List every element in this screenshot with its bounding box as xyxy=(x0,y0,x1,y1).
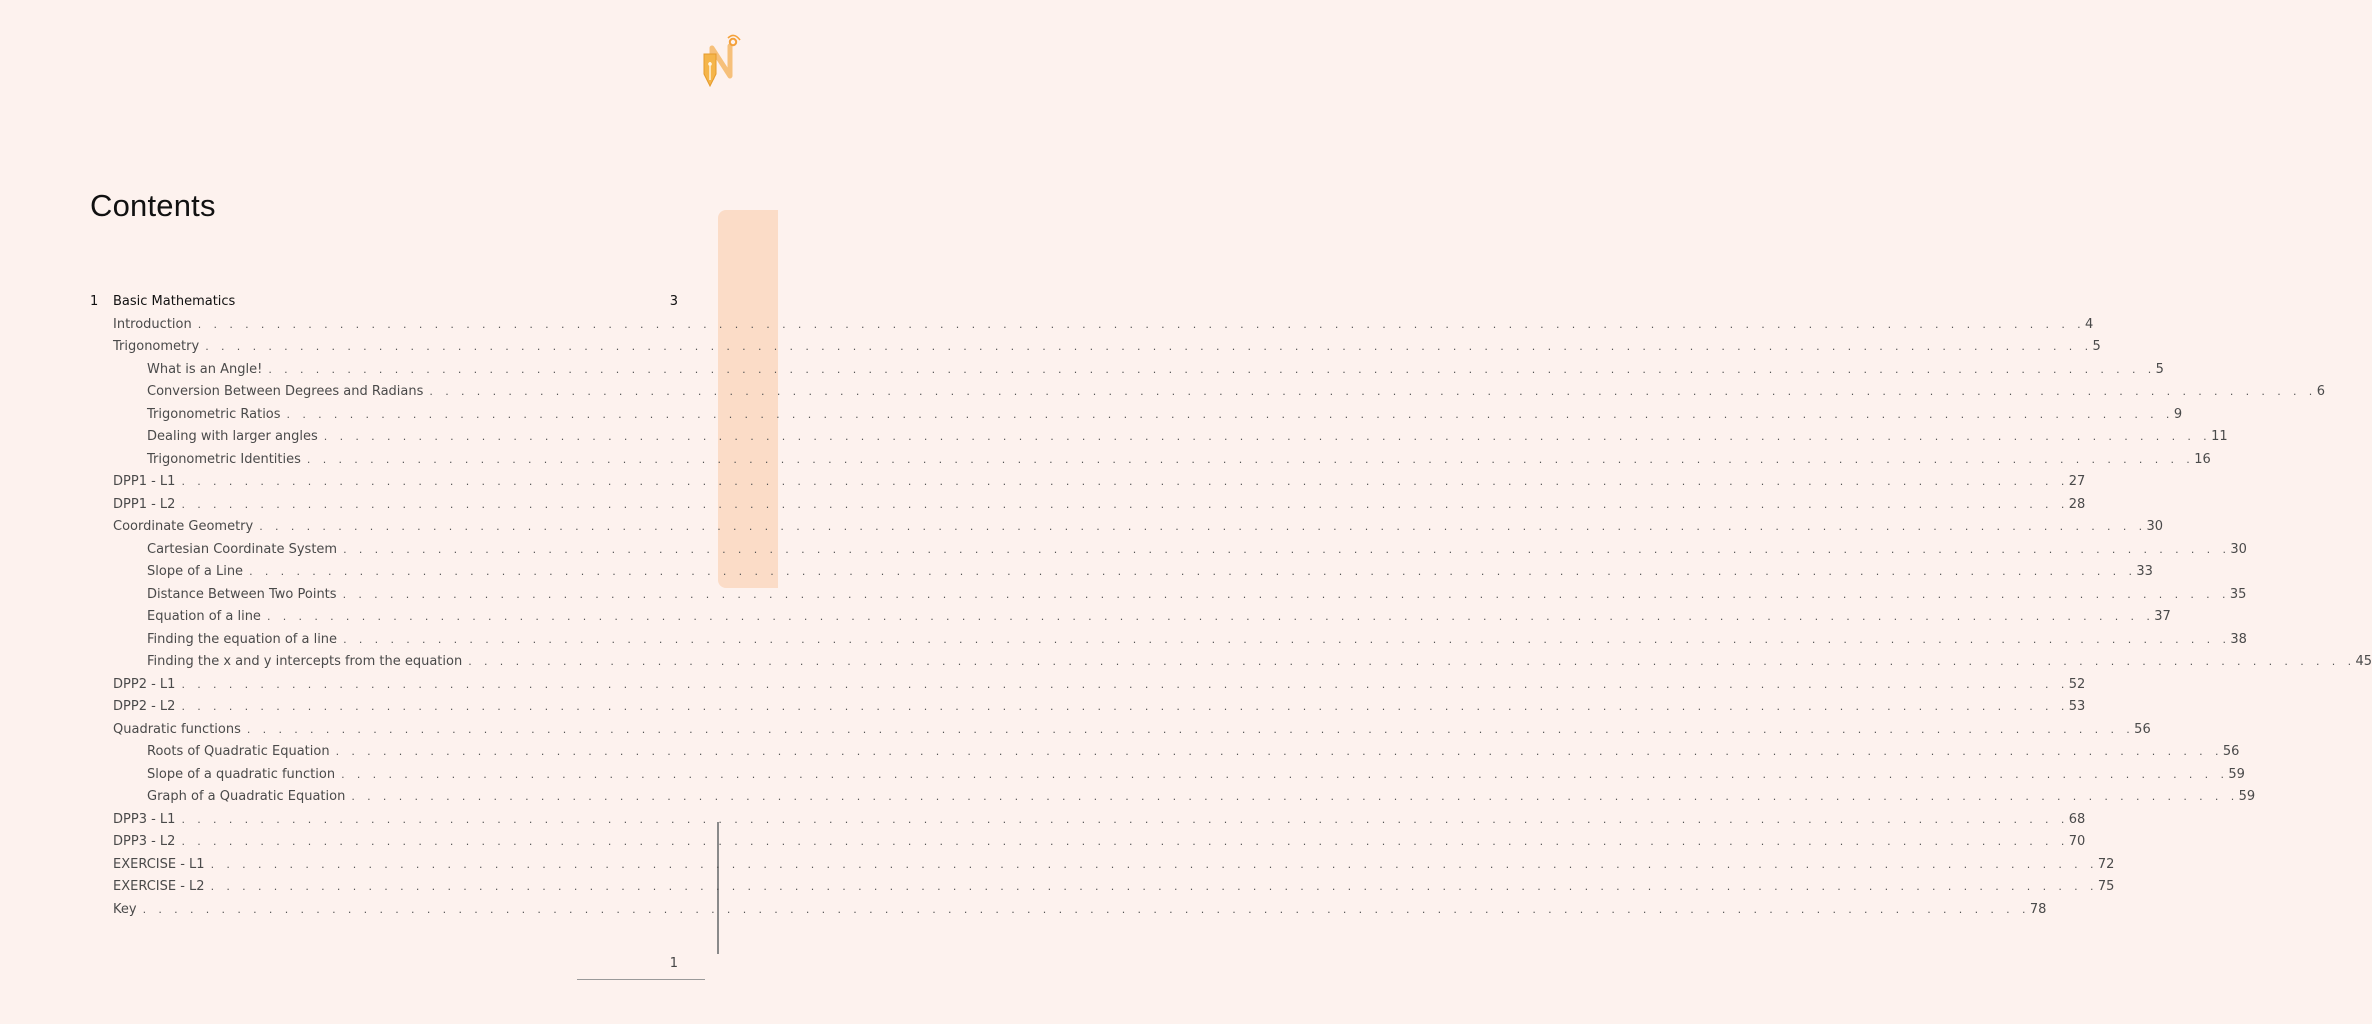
toc-entry-page: 72 xyxy=(2097,856,2115,872)
toc-entry-label: What is an Angle! xyxy=(147,361,263,377)
toc-entry-label: Trigonometric Ratios xyxy=(147,406,281,422)
toc-entry-content xyxy=(147,561,2153,584)
toc-entry[interactable] xyxy=(0,854,2115,877)
toc-entry[interactable] xyxy=(0,584,2247,607)
toc-entry-label: Conversion Between Degrees and Radians xyxy=(147,384,424,399)
toc-entry-page: 78 xyxy=(2029,901,2047,917)
dot-leader: . . . . . . . . . . . . . . . . . . . . . . . . . . . . . . . . . . . . . . . . . . . . . . . . . . . . . . . . . . . . . . . . . . . . . . . . . . . . . . . . . . . . . . . . . . . . . . . . . . . . . . . . . . . . . . . . . . . . . . . . xyxy=(341,767,2229,781)
toc-entry-label: Roots of Quadratic Equation xyxy=(147,744,330,759)
toc-entry-page: 56 xyxy=(2134,721,2151,737)
dot-leader: . . . . . . . . . . . . . . . . . . . . . . . . . . . . . . . . . . . . . . . . . . . . . . . . . . . . . . . . . . . . . . . . . . . . . . . . . . . . . . . . . . . . . . . . . . . . . . . . . . . . . . . . . . . . . . . . . . . . . . . . xyxy=(259,520,2147,533)
toc-entry-page: 75 xyxy=(2097,879,2115,894)
chapter-page: 3 xyxy=(669,294,678,309)
dot-leader: . . . . . . . . . . . . . . . . . . . . . . . . . . . . . . . . . . . . . . . . . . . . . . . . . . . . . . . . . . . . . . . . . . . . . . . . . . . . . . . . . . . . . . . . . . . . . . . . . . . . . . . . . . . . . . . . . . . . . . . . xyxy=(342,587,2230,601)
dot-leader: . . . . . . . . . . . . . . . . . . . . . . . . . . . . . . . . . . . . . . . . . . . . . . . . . . . . . . . . . . . . . . . . . . . . . . . . . . . . . . . . . . . . . . . . . . . . . . . . . . . . . . . . . . . . . . . . . . . . . . . . xyxy=(266,610,2155,623)
chapter-row[interactable] xyxy=(0,291,768,314)
toc-entry[interactable] xyxy=(0,359,2164,382)
dot-leader: . . . . . . . . . . . . . . . . . . . . . . . . . . . . . . . . . . . . . . . . . . . . . . . . . . . . . . . . . . . . . . . . . . . . . . . . . . . . . . . . . . . . . . . . . . . . . . . . . . . . . . . . . . . . . . . . . . . . . . . . xyxy=(343,632,2231,646)
toc-entry-page: 28 xyxy=(2068,496,2086,512)
toc-entry-content xyxy=(113,494,2086,517)
toc-entry[interactable] xyxy=(0,426,2228,449)
toc-entry[interactable] xyxy=(0,809,2086,832)
dot-leader: . . . . . . . . . . . . . . . . . . . . . . . . . . . . . . . . . . . . . . . . . . . . . . . . . . . . . . . . . . . . . . . . . . . . . . . . . . . . . . . . . . . . . . . . . . . . . . . . . . . . . . . . . . . . . . . . . . . . . . . . xyxy=(210,857,2098,871)
toc-entry-content xyxy=(147,381,2325,404)
toc-entry[interactable] xyxy=(0,494,2086,517)
toc-entry-page: 70 xyxy=(2068,834,2086,849)
dot-leader: . . . . . . . . . . . . . . . . . . . . . . . . . . . . . . . . . . . . . . . . . . . . . . . . . . . . . . . . . . . . . . . . . . . . . . . . . . . . . . . . . . . . . . . . . . . . . . . . . . . . . . . . . . . . . . . . . . . . . . . . xyxy=(181,812,2069,826)
toc-entry-content xyxy=(113,516,2164,539)
toc-entry-label: EXERCISE - L1 xyxy=(113,856,205,872)
toc-entry-content xyxy=(113,336,2101,359)
toc-entry-page: 35 xyxy=(2229,586,2247,602)
toc-entry-content xyxy=(113,876,2115,899)
toc-entry[interactable] xyxy=(0,899,2047,922)
toc-entry[interactable] xyxy=(0,404,2183,427)
toc-entry-label: DPP1 - L2 xyxy=(113,496,176,512)
toc-entry-label: Dealing with larger angles xyxy=(147,429,318,444)
toc-entry-label: Cartesian Coordinate System xyxy=(147,541,338,557)
toc-entry-label: Finding the x and y intercepts from the equation xyxy=(147,654,463,669)
chapter-title: Basic Mathematics xyxy=(113,294,236,309)
toc-entry[interactable] xyxy=(0,674,2086,697)
toc-entry-label: Finding the equation of a line xyxy=(147,631,338,647)
toc-entry-content xyxy=(113,674,2086,697)
toc-entry-page: 45 xyxy=(2355,654,2372,669)
toc-entry-label: Quadratic functions xyxy=(113,721,241,737)
toc-entry[interactable] xyxy=(0,831,2086,854)
toc-entry-page: 52 xyxy=(2068,676,2086,692)
toc-entry-label: Distance Between Two Points xyxy=(147,586,337,602)
toc-entry-page: 37 xyxy=(2154,609,2171,624)
toc-entry-page: 33 xyxy=(2136,564,2153,579)
toc-entry[interactable] xyxy=(0,696,2086,719)
toc-entry[interactable] xyxy=(0,449,2211,472)
dot-leader: . . . . . . . . . . . . . . . . . . . . . . . . . . . . . . . . . . . . . . . . . . . . . . . . . . . . . . . . . . . . . . . . . . . . . . . . . . . . . . . . . . . . . . . . . . . . . . . . . . . . . . . . . . . . . . . . . . . . . . . . xyxy=(181,677,2069,691)
toc-entry[interactable] xyxy=(0,381,2325,404)
dot-leader: . . . . . . . . . . . . . . . . . . . . . . . . . . . . . . . . . . . . . . . . . . . . . . . . . . . . . . . . . . . . . . . . . . . . . . . . . . . . . . . . . . . . . . . . . . . . . . . . . . . . . . . . . . . . . . . . . . . . . . . . xyxy=(429,385,2317,398)
toc-entry[interactable] xyxy=(0,471,2086,494)
toc-entry-page: 5 xyxy=(2092,339,2101,354)
dot-leader: . . . . . . . . . . . . . . . . . . . . . . . . . . . . . . . . . . . . . . . . . . . . . . . . . . . . . . . . . . . . . . . . . . . . . . . . . . . . . . . . . . . . . . . . . . . . . . . . . . . . . . . . . . . . . . . . . . . . . . . . xyxy=(306,452,2195,466)
toc-entry-page: 16 xyxy=(2194,451,2211,467)
dot-leader: . . . . . . . . . . . . . . . . . . . . . . . . . . . . . . . . . . . . . . . . . . . . . . . . . . . . . . . . . . . . . . . . . . . . . . . . . . . . . . . . . . . . . . . . . . . . . . . . . . . . . . . . . . . . . . . . . . . . . . . . xyxy=(246,722,2135,736)
toc-entry-content xyxy=(113,854,2115,877)
toc-entry-label: Key xyxy=(113,901,137,917)
dot-leader: . . . . . . . . . . . . . . . . . . . . . . . . . . . . . . . . . . . . . . . . . . . . . . . . . . . . . . . . . . . . . . . . . . . . . . . . . . . . . . . . . . . . . . . . . . . . . . . . . . . . . . . . . . . . . . . . . . . . . . . . xyxy=(343,542,2231,556)
dot-leader: . . . . . . . . . . . . . . . . . . . . . . . . . . . . . . . . . . . . . . . . . . . . . . . . . . . . . . . . . . . . . . . . . . . . . . . . . . . . . . . . . . . . . . . . . . . . . . . . . . . . . . . . . . . . . . . . . . . . . . . . xyxy=(142,902,2030,916)
toc-entry[interactable] xyxy=(0,561,2153,584)
toc-entry[interactable] xyxy=(0,786,2256,809)
dot-leader: . . . . . . . . . . . . . . . . . . . . . . . . . . . . . . . . . . . . . . . . . . . . . . . . . . . . . . . . . . . . . . . . . . . . . . . . . . . . . . . . . . . . . . . . . . . . . . . . . . . . . . . . . . . . . . . . . . . . . . . . xyxy=(181,700,2069,713)
page-number: 1 xyxy=(669,956,678,971)
toc-entry[interactable] xyxy=(0,539,2247,562)
toc-entry-label: DPP1 - L1 xyxy=(113,474,176,489)
dot-leader: . . . . . . . . . . . . . . . . . . . . . . . . . . . . . . . . . . . . . . . . . . . . . . . . . . . . . . . . . . . . . . . . . . . . . . . . . . . . . . . . . . . . . . . . . . . . . . . . . . . . . . . . . . . . . . . . . . . . . . . . xyxy=(249,565,2137,578)
toc-entry-content xyxy=(147,786,2256,809)
toc-entry[interactable] xyxy=(0,741,2240,764)
toc-entry-content xyxy=(147,764,2245,787)
toc-entry-page: 9 xyxy=(2173,406,2183,422)
toc-entry-label: Slope of a Line xyxy=(147,564,244,579)
toc-entry-page: 30 xyxy=(2230,541,2247,557)
toc-entry-label: DPP3 - L2 xyxy=(113,834,176,849)
toc-entry-label: Graph of a Quadratic Equation xyxy=(147,789,346,804)
toc-entry[interactable] xyxy=(0,314,2094,337)
toc-entry-page: 11 xyxy=(2211,429,2228,444)
toc-entry-content xyxy=(147,404,2183,427)
toc-entry-content xyxy=(113,471,2086,494)
pen-nib-logo-icon xyxy=(700,34,742,92)
toc-entry[interactable] xyxy=(0,516,2164,539)
toc-entry-page: 27 xyxy=(2068,474,2086,489)
toc-entry[interactable] xyxy=(0,764,2245,787)
toc-entry-content xyxy=(147,449,2211,472)
toc-entry[interactable] xyxy=(0,629,2247,652)
toc-entry-label: Coordinate Geometry xyxy=(113,519,254,534)
dot-leader: . . . . . . . . . . . . . . . . . . . . . . . . . . . . . . . . . . . . . . . . . . . . . . . . . . . . . . . . . . . . . . . . . . . . . . . . . . . . . . . . . . . . . . . . . . . . . . . . . . . . . . . . . . . . . . . . . . . . . . . . xyxy=(181,497,2069,511)
toc-entry[interactable] xyxy=(0,876,2115,899)
toc-entry-content xyxy=(147,651,2372,674)
toc-entry-content xyxy=(147,539,2247,562)
dot-leader: . . . . . . . . . . . . . . . . . . . . . . . . . . . . . . . . . . . . . . . . . . . . . . . . . . . . . . . . . . . . . . . . . . . . . . . . . . . . . . . . . . . . . . . . . . . . . . . . . . . . . . . . . . . . . . . . . . . . . . . . xyxy=(468,655,2356,668)
page-title: Contents xyxy=(90,188,216,223)
toc-entry-content xyxy=(147,584,2247,607)
toc-entry-page: 59 xyxy=(2238,789,2256,804)
toc-entry-label: DPP3 - L1 xyxy=(113,811,176,827)
toc-entry-label: Introduction xyxy=(113,316,192,332)
dot-leader: . . . . . . . . . . . . . . . . . . . . . . . . . . . . . . . . . . . . . . . . . . . . . . . . . . . . . . . . . . . . . . . . . . . . . . . . . . . . . . . . . . . . . . . . . . . . . . . . . . . . . . . . . . . . . . . . . . . . . . . . xyxy=(210,880,2098,893)
toc-entry-label: Slope of a quadratic function xyxy=(147,766,336,782)
toc-entry-content xyxy=(113,899,2047,922)
dot-leader: . . . . . . . . . . . . . . . . . . . . . . . . . . . . . . . . . . . . . . . . . . . . . . . . . . . . . . . . . . . . . . . . . . . . . . . . . . . . . . . . . . . . . . . . . . . . . . . . . . . . . . . . . . . . . . . . . . . . . . . . xyxy=(197,317,2086,331)
toc-entry-content xyxy=(113,831,2086,854)
dot-leader: . . . . . . . . . . . . . . . . . . . . . . . . . . . . . . . . . . . . . . . . . . . . . . . . . . . . . . . . . . . . . . . . . . . . . . . . . . . . . . . . . . . . . . . . . . . . . . . . . . . . . . . . . . . . . . . . . . . . . . . . xyxy=(268,362,2156,376)
toc-entry-content xyxy=(147,629,2247,652)
toc-entry-page: 30 xyxy=(2146,519,2164,534)
toc-entry-page: 6 xyxy=(2316,384,2325,399)
toc-entry-content xyxy=(113,696,2086,719)
toc-entry-content xyxy=(147,741,2240,764)
toc-entry-page: 4 xyxy=(2085,316,2094,332)
toc-entry-label: Equation of a line xyxy=(147,609,261,624)
toc-entry-content xyxy=(147,606,2171,629)
toc-entry-label: Trigonometric Identities xyxy=(147,451,301,467)
toc-entry[interactable] xyxy=(0,719,2151,742)
dot-leader: . . . . . . . . . . . . . . . . . . . . . . . . . . . . . . . . . . . . . . . . . . . . . . . . . . . . . . . . . . . . . . . . . . . . . . . . . . . . . . . . . . . . . . . . . . . . . . . . . . . . . . . . . . . . . . . . . . . . . . . . xyxy=(205,340,2093,353)
toc-entry-label: DPP2 - L1 xyxy=(113,676,176,692)
toc-entry-page: 53 xyxy=(2068,699,2086,714)
toc-entry-page: 68 xyxy=(2068,811,2086,827)
toc-entry-content xyxy=(147,426,2228,449)
dot-leader: . . . . . . . . . . . . . . . . . . . . . . . . . . . . . . . . . . . . . . . . . . . . . . . . . . . . . . . . . . . . . . . . . . . . . . . . . . . . . . . . . . . . . . . . . . . . . . . . . . . . . . . . . . . . . . . . . . . . . . . . xyxy=(181,475,2069,488)
toc-entry-content xyxy=(113,314,2094,337)
dot-leader: . . . . . . . . . . . . . . . . . . . . . . . . . . . . . . . . . . . . . . . . . . . . . . . . . . . . . . . . . . . . . . . . . . . . . . . . . . . . . . . . . . . . . . . . . . . . . . . . . . . . . . . . . . . . . . . . . . . . . . . . xyxy=(181,835,2069,848)
toc-entry-page: 5 xyxy=(2155,361,2164,377)
chapter-number: 1 xyxy=(90,294,99,309)
toc-entry[interactable] xyxy=(0,606,2171,629)
toc-entry-content xyxy=(113,809,2086,832)
toc-entry-label: DPP2 - L2 xyxy=(113,699,176,714)
toc-entry-page: 38 xyxy=(2230,631,2247,647)
toc-entry-page: 56 xyxy=(2222,744,2240,759)
toc-entry-label: Trigonometry xyxy=(113,339,200,354)
dot-leader: . . . . . . . . . . . . . . . . . . . . . . . . . . . . . . . . . . . . . . . . . . . . . . . . . . . . . . . . . . . . . . . . . . . . . . . . . . . . . . . . . . . . . . . . . . . . . . . . . . . . . . . . . . . . . . . . . . . . . . . . xyxy=(286,407,2174,421)
toc-entry[interactable] xyxy=(0,651,2372,674)
toc-entry-label: EXERCISE - L2 xyxy=(113,879,205,894)
footer-rule xyxy=(577,979,705,980)
toc-entry[interactable] xyxy=(0,336,2101,359)
toc-entry-page: 59 xyxy=(2228,766,2245,782)
dot-leader: . . . . . . . . . . . . . . . . . . . . . . . . . . . . . . . . . . . . . . . . . . . . . . . . . . . . . . . . . . . . . . . . . . . . . . . . . . . . . . . . . . . . . . . . . . . . . . . . . . . . . . . . . . . . . . . . . . . . . . . . xyxy=(323,430,2212,443)
dot-leader: . . . . . . . . . . . . . . . . . . . . . . . . . . . . . . . . . . . . . . . . . . . . . . . . . . . . . . . . . . . . . . . . . . . . . . . . . . . . . . . . . . . . . . . . . . . . . . . . . . . . . . . . . . . . . . . . . . . . . . . . xyxy=(335,745,2223,758)
toc-entry-content xyxy=(113,719,2151,742)
dot-leader: . . . . . . . . . . . . . . . . . . . . . . . . . . . . . . . . . . . . . . . . . . . . . . . . . . . . . . . . . . . . . . . . . . . . . . . . . . . . . . . . . . . . . . . . . . . . . . . . . . . . . . . . . . . . . . . . . . . . . . . . xyxy=(351,790,2239,803)
toc-entry-content xyxy=(147,359,2164,382)
